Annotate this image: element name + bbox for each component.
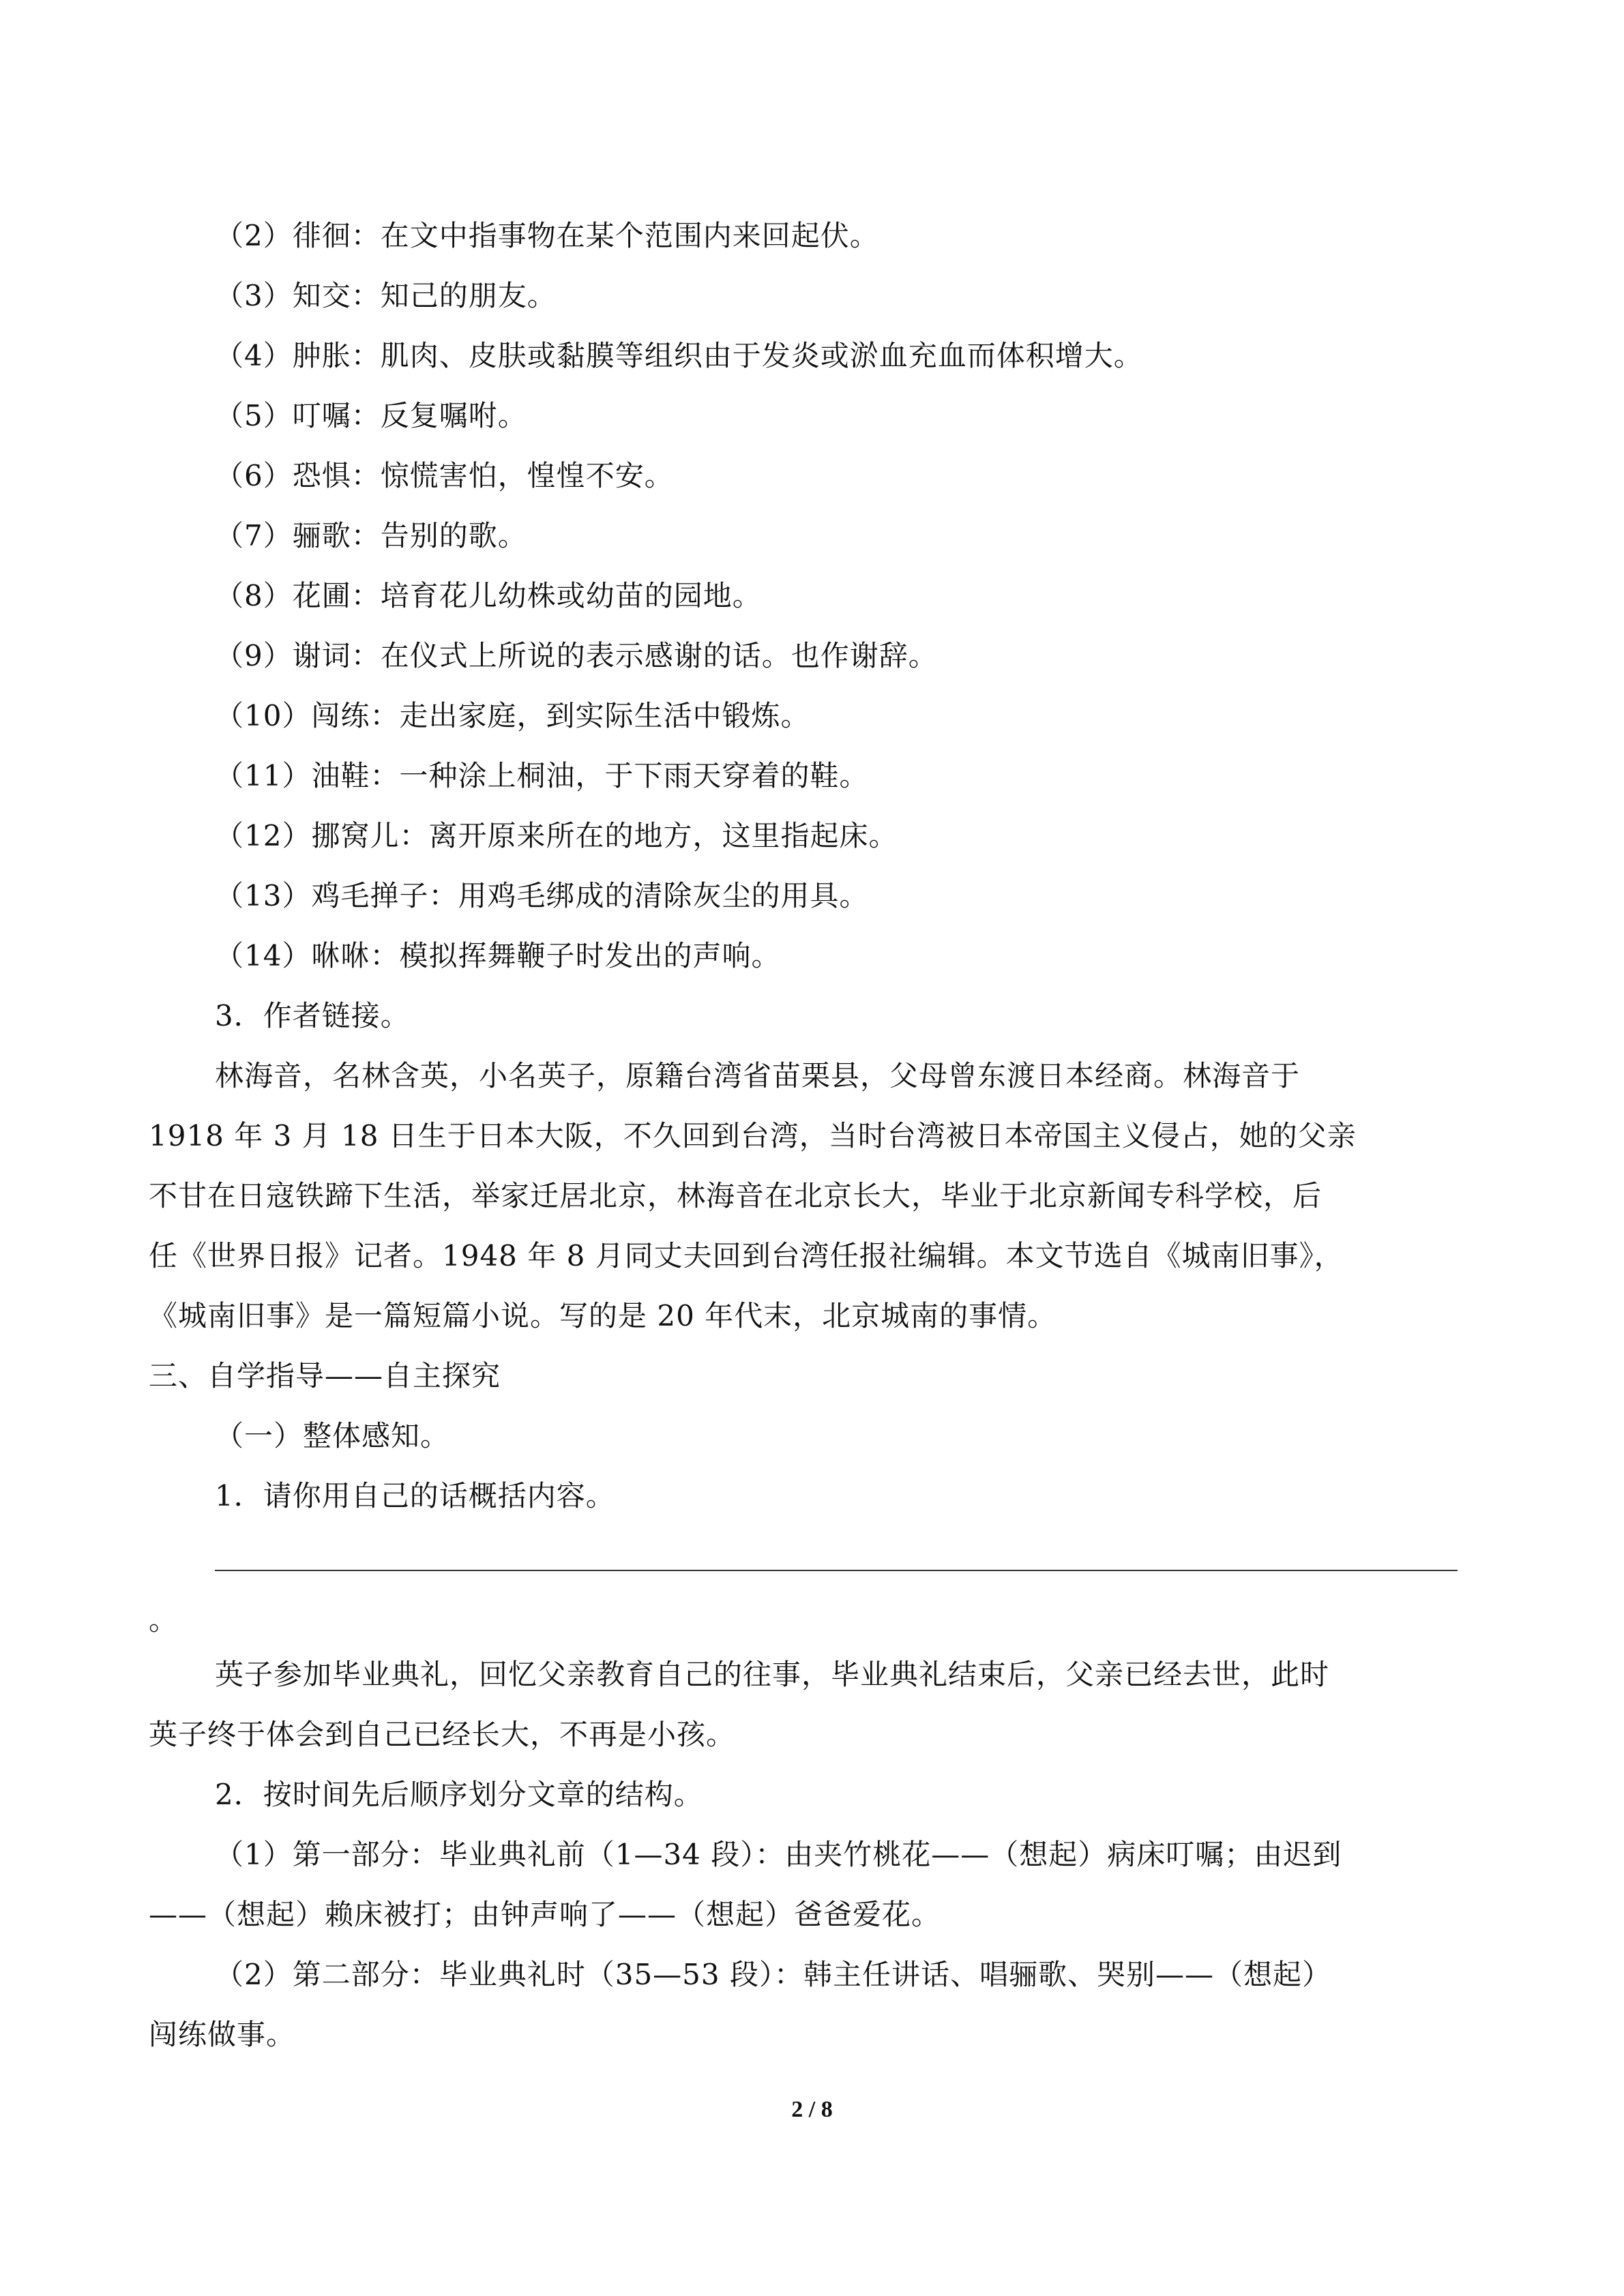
vocab-item: （9）谢词：在仪式上所说的表示感谢的话。也作谢辞。: [215, 639, 938, 672]
author-paragraph-line: 不甘在日寇铁蹄下生活，举家迁居北京，林海音在北京长大，毕业于北京新闻专科学校，后: [149, 1179, 1323, 1212]
author-heading: 3．作者链接。: [215, 999, 410, 1032]
author-paragraph-line: 1918 年 3 月 18 日生于日本大阪，不久回到台湾，当时台湾被日本帝国主义侵占，她的父亲: [149, 1119, 1357, 1152]
structure-part-1-line: ——（想起）赖床被打；由钟声响了——（想起）爸爸爱花。: [149, 1898, 941, 1931]
author-paragraph-line: 任《世界日报》记者。1948 年 8 月同丈夫回到台湾任报社编辑。本文节选自《城南旧事》，: [149, 1239, 1344, 1272]
vocab-item: （14）咻咻：模拟挥舞鞭子时发出的声响。: [215, 939, 781, 972]
structure-part-2-line: 闯练做事。: [149, 2018, 296, 2051]
vocab-item: （13）鸡毛掸子：用鸡毛绑成的清除灰尘的用具。: [215, 879, 869, 912]
vocab-item: （5）叮嘱：反复嘱咐。: [215, 399, 527, 432]
question-2: 2．按时间先后顺序划分文章的结构。: [215, 1778, 703, 1811]
vocab-item: （2）徘徊：在文中指事物在某个范围内来回起伏。: [215, 219, 879, 252]
subsection-heading: （一）整体感知。: [215, 1419, 450, 1452]
answer-end-mark: 。: [149, 1603, 179, 1637]
vocab-item: （7）骊歌：告别的歌。: [215, 519, 527, 552]
vocab-item: （8）花圃：培育花儿幼株或幼苗的园地。: [215, 579, 762, 612]
vocab-item: （4）肿胀：肌肉、皮肤或黏膜等组织由于发炎或淤血充血而体积增大。: [215, 339, 1143, 372]
vocab-item: （12）挪窝儿：离开原来所在的地方，这里指起床。: [215, 819, 898, 852]
vocab-item: （3）知交：知己的朋友。: [215, 279, 557, 312]
vocab-item: （11）油鞋：一种涂上桐油，于下雨天穿着的鞋。: [215, 759, 869, 792]
page-number: 2 / 8: [791, 2097, 833, 2122]
vocab-item: （6）恐惧：惊慌害怕，惶惶不安。: [215, 459, 674, 492]
answer-text-line: 英子终于体会到自己已经长大，不再是小孩。: [149, 1718, 736, 1751]
question-1: 1．请你用自己的话概括内容。: [215, 1479, 615, 1512]
author-paragraph-line: 林海音，名林含英，小名英子，原籍台湾省苗栗县，父母曾东渡日本经商。林海音于: [215, 1059, 1301, 1092]
answer-blank-line: [215, 1570, 1458, 1571]
structure-part-2-line: （2）第二部分：毕业典礼时（35—53 段）：韩主任讲话、唱骊歌、哭别——（想起）: [215, 1958, 1331, 1991]
structure-part-1-line: （1）第一部分：毕业典礼前（1—34 段）：由夹竹桃花——（想起）病床叮嘱；由迟到: [215, 1838, 1342, 1871]
vocab-item: （10）闯练：走出家庭，到实际生活中锻炼。: [215, 699, 810, 732]
answer-text-line: 英子参加毕业典礼，回忆父亲教育自己的往事，毕业典礼结束后，父亲已经去世，此时: [215, 1658, 1330, 1691]
author-paragraph-line: 《城南旧事》是一篇短篇小说。写的是 20 年代末，北京城南的事情。: [149, 1299, 1057, 1332]
section-heading: 三、自学指导——自主探究: [149, 1359, 501, 1392]
